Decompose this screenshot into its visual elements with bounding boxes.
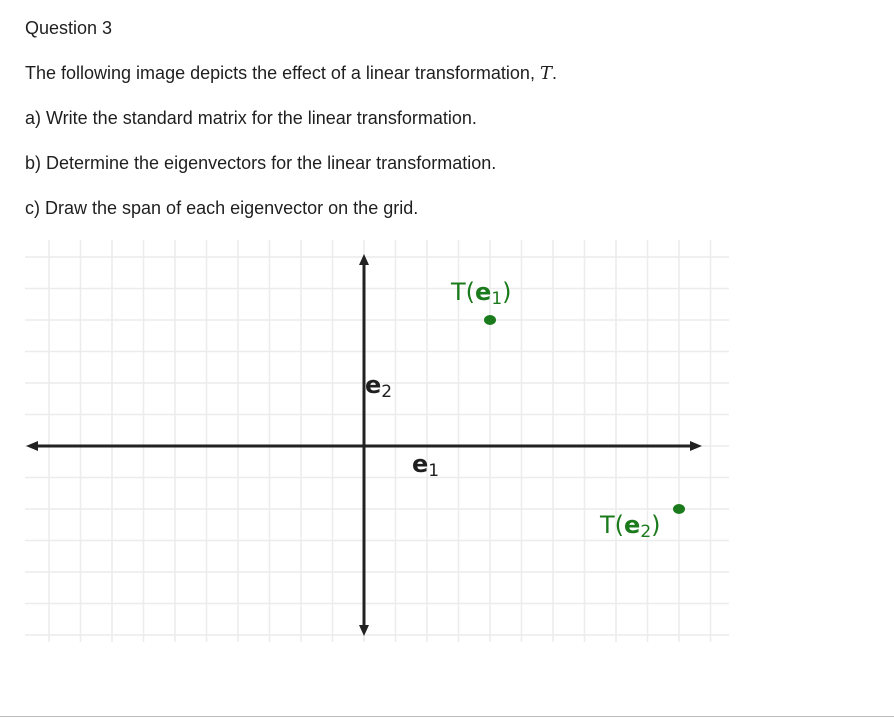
part-a: a) Write the standard matrix for the linear transformation.: [25, 108, 477, 128]
part-b: b) Determine the eigenvectors for the linear transformation.: [25, 153, 497, 173]
y-axis-up-arrow: [359, 254, 369, 265]
t-e1-label: T(e1): [451, 278, 512, 309]
e1-label: e1: [412, 450, 440, 481]
t-e2-point: [673, 504, 685, 514]
transformation-grid-figure: [0, 230, 894, 650]
t-e2-label: T(e2): [600, 511, 661, 542]
e2-label: e2: [365, 371, 393, 402]
question-intro: [25, 63, 557, 84]
intro-end: .: [551, 63, 557, 83]
transformation-variable: T: [539, 63, 552, 84]
question-title: Question 3: [25, 18, 113, 38]
t-e1-point: [484, 315, 496, 325]
intro-text: The following image depicts the effect of a linear transformation,: [25, 63, 535, 83]
bottom-divider: [0, 716, 894, 717]
grid-lines: [25, 240, 729, 642]
part-c: c) Draw the span of each eigenvector on the grid.: [25, 198, 419, 218]
x-axis-right-arrow: [690, 441, 702, 451]
x-axis-left-arrow: [26, 441, 38, 451]
